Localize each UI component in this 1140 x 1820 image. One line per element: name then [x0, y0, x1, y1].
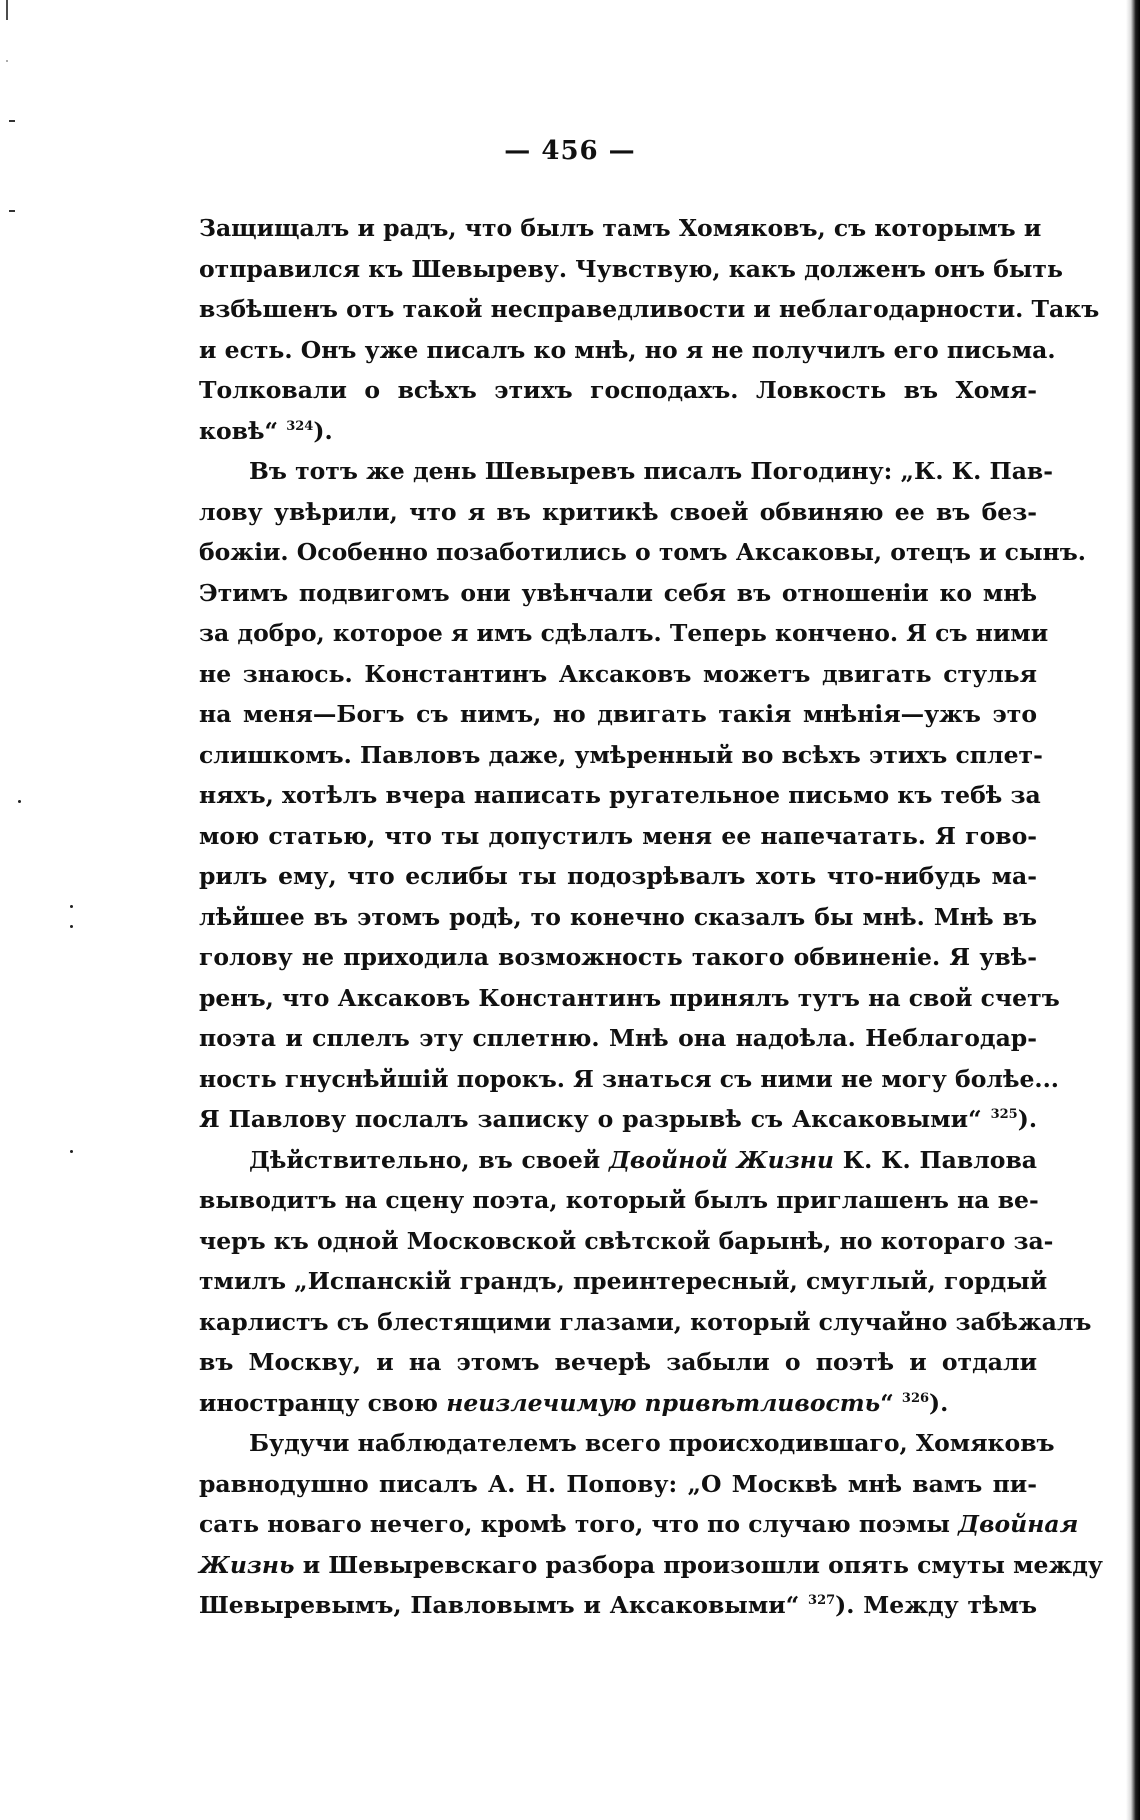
text-line: Защищалъ и радъ, что былъ тамъ Хомяковъ, съ которымъ и [199, 214, 1042, 242]
text-line: карлистъ съ блестящими глазами, который случайно забѣжалъ [199, 1307, 1092, 1336]
book-title: Двойная [958, 1510, 1079, 1538]
italic-phrase: неизлечимую привѣтливость [446, 1388, 881, 1417]
text-line: и есть. Онъ уже писалъ ко мнѣ, но я не получилъ его письма. [199, 335, 1056, 364]
scan-mark [9, 120, 15, 122]
text-line: няхъ, хотѣлъ вчера написать ругательное письмо къ тебѣ за [199, 781, 1041, 809]
scan-speck [70, 905, 73, 908]
text-segment: сать новаго нечего, кромѣ того, что по случаю поэмы [199, 1510, 959, 1538]
text-line [199, 1585, 1037, 1626]
scan-speck [18, 800, 21, 803]
text-segment: Шевыревымъ, Павловымъ и Аксаковыми“ [199, 1591, 800, 1619]
text-line: лову увѣрили, что я въ критикѣ своей обвиняю ее въ без- [199, 497, 1037, 526]
book-title: Жизнь [199, 1550, 295, 1579]
text-segment: иностранцу свою [199, 1388, 447, 1417]
text-line: мою статью, что ты допустилъ меня ее напечатать. Я гово- [199, 821, 1037, 850]
text-line [199, 1099, 1037, 1140]
text-segment: “ [880, 1388, 894, 1417]
footnote-ref: 325 [990, 1107, 1018, 1123]
text-line: ренъ, что Аксаковъ Константинъ принялъ тутъ на свой счетъ [199, 983, 1060, 1012]
text-segment: и Шевыревскаго разбора произошли опять смуты между [294, 1550, 1103, 1579]
text-segment: ). [313, 416, 333, 445]
text-line: Этимъ подвигомъ они увѣнчали себя въ отношеніи ко мнѣ [199, 578, 1037, 607]
text-line: рилъ ему, что еслибы ты подозрѣвалъ хоть что-нибудь ма- [199, 862, 1037, 890]
footnote-ref: 324 [286, 418, 314, 434]
text-line: черъ къ одной Московской свѣтской барынѣ, но котораго за- [199, 1226, 1054, 1255]
text-line: не знаюсь. Константинъ Аксаковъ можетъ двигать стулья [199, 659, 1037, 688]
footnote-ref: 327 [808, 1593, 836, 1609]
body-text [199, 208, 1103, 1626]
text-line [199, 411, 1037, 452]
paragraph-3 [199, 1140, 1092, 1424]
text-segment: Дѣйствительно, въ своей [249, 1145, 610, 1174]
text-line: отправился къ Шевыреву. Чувствую, какъ долженъ онъ быть [199, 254, 1063, 283]
text-segment: ). [1017, 1105, 1038, 1133]
text-segment: ковѣ“ [199, 416, 279, 445]
text-line: тмилъ „Испанскій грандъ, преинтересный, смуглый, гордый [199, 1267, 1048, 1295]
text-line: Въ тотъ же день Шевыревъ писалъ Погодину: „К. К. Пав- [249, 457, 1054, 485]
text-segment: К. К. Павлова [833, 1145, 1037, 1174]
text-line: взбѣшенъ отъ такой несправедливости и неблагодарности. Такъ [199, 295, 1100, 323]
text-line: выводитъ на сцену поэта, который былъ приглашенъ на ве- [199, 1186, 1039, 1214]
paragraph-4 [199, 1423, 1103, 1626]
text-line: божіи. Особенно позаботились о томъ Аксаковы, отецъ и сынъ. [199, 538, 1086, 566]
text-segment: ). Между тѣмъ [835, 1591, 1037, 1619]
text-line: въ Москву, и на этомъ вечерѣ забыли о поэтѣ и отдали [199, 1348, 1037, 1376]
text-segment: ). [929, 1388, 949, 1417]
text-line: поэта и сплелъ эту сплетню. Мнѣ она надоѣла. Неблагодар- [199, 1024, 1037, 1052]
book-title: Двойной Жизни [609, 1145, 834, 1174]
text-line: Будучи наблюдателемъ всего происходившаго, Хомяковъ [249, 1429, 1055, 1457]
text-line: голову не приходила возможность такого обвиненіе. Я увѣ- [199, 943, 1037, 971]
text-line: слишкомъ. Павловъ даже, умѣренный во всѣхъ этихъ сплет- [199, 740, 1043, 769]
paragraph-2 [199, 451, 1086, 1140]
text-line [199, 1383, 1037, 1424]
page-number: — 456 — [504, 136, 636, 166]
text-line [199, 1140, 1037, 1181]
paragraph-1 [199, 208, 1100, 451]
footnote-ref: 326 [901, 1390, 930, 1406]
text-line: за добро, которое я имъ сдѣлалъ. Теперь кончено. Я съ ними [199, 619, 1049, 647]
scan-speck [70, 925, 73, 928]
page-right-edge [1126, 0, 1140, 1820]
scan-speck [70, 1150, 73, 1153]
text-line [199, 1545, 1103, 1586]
text-line: на меня—Богъ съ нимъ, но двигать такія мнѣнія—ужъ это [199, 700, 1037, 728]
text-line: ность гнуснѣйшій порокъ. Я знаться съ ними не могу болѣе... [199, 1064, 1059, 1093]
text-line: лѣйшее въ этомъ родѣ, то конечно сказалъ бы мнѣ. Мнѣ въ [199, 902, 1037, 931]
text-line [199, 1504, 1079, 1545]
scan-mark [9, 210, 15, 212]
text-line: Толковали о всѣхъ этихъ господахъ. Ловкость въ Хомя- [199, 376, 1037, 404]
text-line: равнодушно писалъ А. Н. Попову: „О Москвѣ мнѣ вамъ пи- [199, 1469, 1037, 1498]
text-segment: Я Павлову послалъ записку о разрывѣ съ Аксаковыми“ [199, 1105, 982, 1133]
page-left-edge [6, 0, 8, 1820]
